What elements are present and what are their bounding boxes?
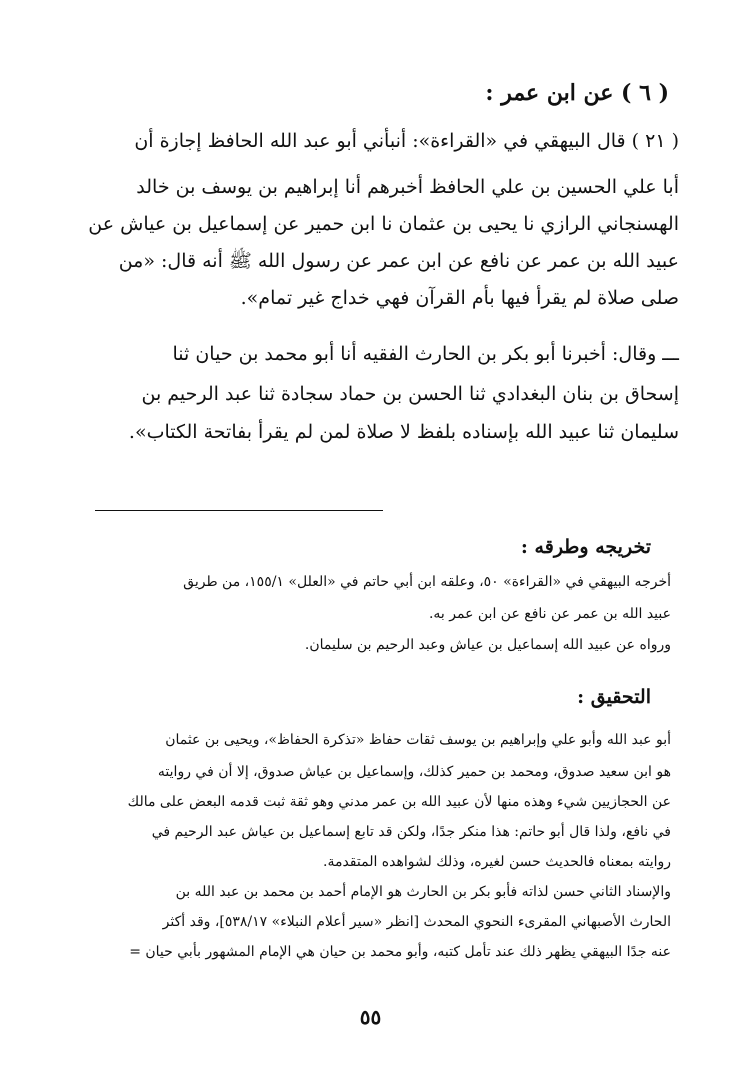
tahqiq-heading: التحقيق : xyxy=(577,686,651,708)
page-number: ٥٥ xyxy=(359,1005,382,1029)
second-paragraph-line: ـــ وقال: أخبرنا أبو بكر بن الحارث الفقيه أنا أبو محمد بن حيان ثنا xyxy=(172,343,679,365)
tahqiq-line: في نافع، ولذا قال أبو حاتم: هذا منكر جدًا، ولكن قد تابع إسماعيل بن عياش عبد الرحيم في xyxy=(151,824,671,840)
tahqiq-line: روايته بمعناه فالحديث حسن لغيره، وذلك لشواهده المتقدمة. xyxy=(323,854,671,870)
takhrij-line: عبيد الله بن عمر عن نافع عن ابن عمر به. xyxy=(428,606,671,622)
tahqiq-line: والإسناد الثاني حسن لذاته فأبو بكر بن الحارث هو الإمام أحمد بن محمد بن عبد الله بن xyxy=(175,884,671,900)
main-text-line: عبيد الله بن عمر عن نافع عن ابن عمر عن رسول الله ﷺ أنه قال: «من xyxy=(118,250,679,272)
tahqiq-line: عنه جدًا البيهقي يظهر ذلك عند تأمل كتبه، وأبو محمد بن حيان هي الإمام المشهور بأبي حيان = xyxy=(129,944,671,960)
second-paragraph-line: إسحاق بن بنان البغدادي ثنا الحسن بن حماد سجادة ثنا عبد الرحيم بن xyxy=(141,383,679,405)
tahqiq-line: هو ابن سعيد صدوق، ومحمد بن حمير كذلك، وإسماعيل بن عياش صدوق، إلا أن في روايته xyxy=(157,764,671,780)
chapter-heading: ( ٦ ) عن ابن عمر : xyxy=(485,80,669,106)
separator-rule xyxy=(95,510,383,511)
takhrij-heading: تخريجه وطرقه : xyxy=(520,536,651,558)
takhrij-line: ورواه عن عبيد الله إسماعيل بن عياش وعبد الرحيم بن سليمان. xyxy=(304,637,671,653)
main-text-line: أبا علي الحسين بن علي الحافظ أخبرهم أنا إبراهيم بن يوسف بن خالد xyxy=(136,176,679,198)
main-text-line: ( ٢١ ) قال البيهقي في «القراءة»: أنبأني أبو عبد الله الحافظ إجازة أن xyxy=(134,130,679,152)
second-paragraph-line: سليمان ثنا عبيد الله بإسناده بلفظ لا صلاة لمن لم يقرأ بفاتحة الكتاب». xyxy=(128,421,679,443)
tahqiq-line: أبو عبد الله وأبو علي وإبراهيم بن يوسف ثقات حفاظ «تذكرة الحفاظ»، ويحيى بن عثمان xyxy=(165,732,671,748)
main-text-line: الهسنجاني الرازي نا يحيى بن عثمان نا ابن حمير عن إسماعيل بن عياش عن xyxy=(88,213,679,235)
tahqiq-line: عن الحجازيين شيء وهذه منها لأن عبيد الله بن عمر مدني وهو ثقة ثبت قدمه البعض على مالك xyxy=(127,794,671,810)
tahqiq-line: الحارث الأصبهاني المقرىء النحوي المحدث [انظر «سير أعلام النبلاء» ٥٣٨/١٧]، وقد أكثر xyxy=(162,914,671,930)
takhrij-line: أخرجه البيهقي في «القراءة» ٥٠، وعلقه ابن أبي حاتم في «العلل» ١٥٥/١، من طريق xyxy=(183,574,671,590)
main-text-line: صلى صلاة لم يقرأ فيها بأم القرآن فهي خداج غير تمام». xyxy=(240,287,679,309)
